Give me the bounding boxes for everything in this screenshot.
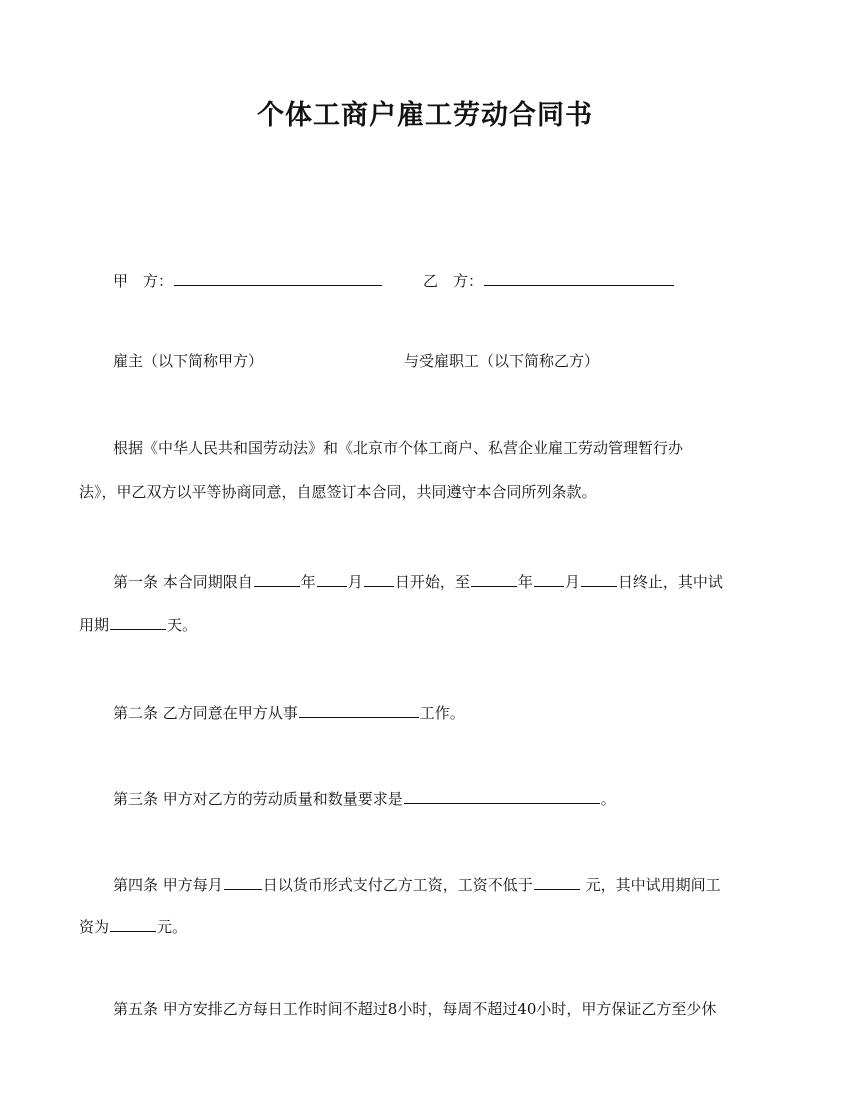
article-2 bbox=[113, 702, 465, 721]
start-text: 日开始，至 bbox=[394, 573, 470, 591]
article-4-line-1 bbox=[113, 874, 721, 893]
article-1-intro: 第一条 本合同期限自 bbox=[113, 573, 253, 591]
start-day-blank[interactable] bbox=[364, 571, 394, 587]
end-month-blank[interactable] bbox=[534, 571, 564, 587]
pay-day-blank[interactable] bbox=[224, 874, 262, 890]
start-year-blank[interactable] bbox=[254, 571, 300, 587]
document-title: 个体工商户雇工劳动合同书 bbox=[257, 100, 593, 131]
quality-requirement-blank[interactable] bbox=[404, 788, 600, 804]
article-4-mid: 日以货币形式支付乙方工资，工资不低于 bbox=[262, 876, 533, 894]
end-day-blank[interactable] bbox=[581, 571, 617, 587]
probation-days-blank[interactable] bbox=[110, 614, 166, 630]
preamble-line-1: 根据《中华人民共和国劳动法》和《北京市个体工商户、私营企业雇工劳动管理暂行办 bbox=[113, 439, 684, 457]
end-year-label: 年 bbox=[517, 573, 533, 591]
start-month-blank[interactable] bbox=[317, 571, 347, 587]
min-wage-blank[interactable] bbox=[534, 874, 580, 890]
employer-note: 雇主（以下简称甲方） bbox=[113, 352, 264, 370]
article-1-line-1 bbox=[113, 571, 723, 590]
end-text: 日终止，其中试 bbox=[617, 573, 723, 591]
party-a-label: 甲 方： bbox=[113, 272, 174, 290]
article-4-line-2 bbox=[79, 916, 187, 935]
start-year-label: 年 bbox=[300, 573, 316, 591]
probation-label: 用期 bbox=[79, 616, 110, 634]
article-4-prefix: 第四条 甲方每月 bbox=[113, 876, 223, 894]
article-2-prefix: 第二条 乙方同意在甲方从事 bbox=[113, 704, 298, 722]
article-1-line-2 bbox=[79, 614, 197, 633]
probation-wage-unit: 元。 bbox=[157, 918, 188, 936]
probation-wage-blank[interactable] bbox=[110, 916, 156, 932]
job-blank[interactable] bbox=[299, 702, 419, 718]
article-3 bbox=[113, 788, 616, 807]
article-2-suffix: 工作。 bbox=[419, 704, 465, 722]
end-year-blank[interactable] bbox=[471, 571, 517, 587]
article-3-prefix: 第三条 甲方对乙方的劳动质量和数量要求是 bbox=[113, 790, 403, 808]
party-b-blank[interactable] bbox=[484, 270, 674, 286]
start-month-label: 月 bbox=[347, 573, 363, 591]
article-5: 第五条 甲方安排乙方每日工作时间不超过8小时，每周不超过40小时，甲方保证乙方至少休 bbox=[113, 1000, 717, 1018]
employee-note: 与受雇职工（以下简称乙方） bbox=[404, 352, 600, 370]
preamble-line-2: 法》，甲乙双方以平等协商同意，自愿签订本合同，共同遵守本合同所列条款。 bbox=[79, 483, 597, 501]
party-a-line bbox=[113, 270, 383, 289]
party-a-blank[interactable] bbox=[174, 270, 382, 286]
party-b-line bbox=[423, 270, 675, 289]
article-3-suffix: 。 bbox=[600, 790, 616, 808]
probation-days-label: 天。 bbox=[167, 616, 198, 634]
party-b-label: 乙 方： bbox=[423, 272, 484, 290]
end-month-label: 月 bbox=[564, 573, 580, 591]
article-4-suffix: 元，其中试用期间工 bbox=[580, 876, 721, 894]
probation-wage-label: 资为 bbox=[79, 918, 110, 936]
